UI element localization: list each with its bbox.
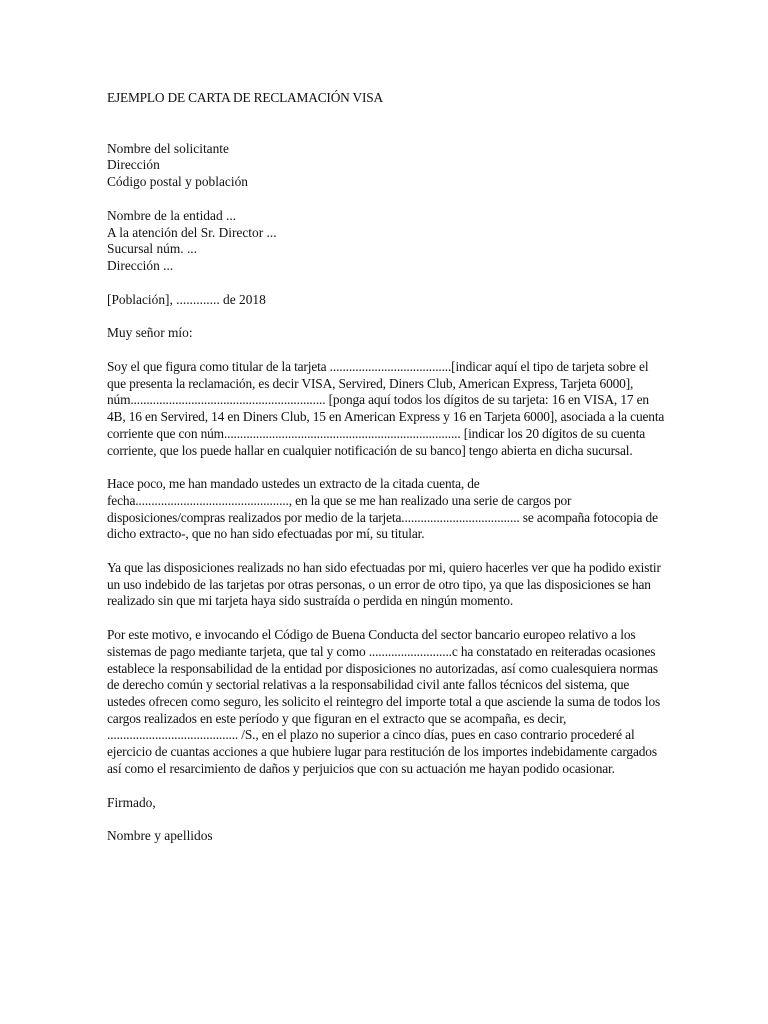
paragraph-3: Ya que las disposiciones realizads no han sido efectuadas por mi, quiero hacerles ver que ha podido existir un uso indebido de las tarjetas por otras personas, o un error de otro tipo, ya que las disposiciones se han realizado sin que mi tarjeta haya sido sustraída o perdida en ningún momento. bbox=[107, 560, 661, 609]
paragraph-1: Soy el que figura como titular de la tarjeta ......................................[indicar aquí el tipo de tarjeta sobre el que presenta la reclamación, es decir VISA, Servired, Diners Club, American Express, Tarjeta 6000], núm............................................................. [ponga aquí todos los dígitos de su tarjeta: 16 en VISA, 17 en 4B, 16 en Servired, 14 en Diners Club, 15 en American Express y 16 en Tarjeta 6000], asociada a la cuenta corriente que con núm.......................................................................... [indicar los 20 dígitos de su cuenta corriente, que los puede hallar en cualquier notificación de su banco] tengo abierta en dicha sucursal. bbox=[107, 359, 665, 458]
letter-title: EJEMPLO DE CARTA DE RECLAMACIÓN VISA bbox=[107, 90, 383, 105]
sender-postal: Código postal y población bbox=[107, 174, 248, 190]
sender-block bbox=[107, 141, 667, 191]
recipient-branch: Sucursal núm. ... bbox=[107, 241, 198, 257]
letter-page bbox=[107, 90, 667, 862]
greeting: Muy señor mío: bbox=[107, 325, 193, 341]
signature: Nombre y apellidos bbox=[107, 828, 213, 844]
recipient-block bbox=[107, 208, 667, 275]
sender-address: Dirección bbox=[107, 157, 160, 173]
recipient-entity: Nombre de la entidad ... bbox=[107, 207, 237, 223]
sender-name: Nombre del solicitante bbox=[107, 140, 229, 156]
closing: Firmado, bbox=[107, 794, 156, 810]
paragraph-2: Hace poco, me han mandado ustedes un extracto de la citada cuenta, de fecha................................................, en la que se me han realizado una serie de cargos por disposiciones/compras realizados por medio de la tarjeta..................................... se acompaña fotocopia de dicho extracto-, que no han sido efectuadas por mí, su titular. bbox=[107, 476, 658, 542]
recipient-address: Dirección ... bbox=[107, 257, 174, 273]
recipient-attention: A la atención del Sr. Director ... bbox=[107, 224, 277, 240]
date-line: [Población], ............. de 2018 bbox=[107, 291, 266, 307]
paragraph-4: Por este motivo, e invocando el Código de Buena Conducta del sector bancario europeo relativo a los sistemas de pago mediante tarjeta, que tal y como ..........................c ha constatado en reiteradas ocasiones establece la responsabilidad de la entidad por disposiciones no autorizadas, así como cualesquiera normas de derecho común y sectorial relativas a la responsabilidad civil ante fallos técnicos del sistema, que ustedes ofrecen como seguro, les solicito el reintegro del importe total a que asciende la suma de todos los cargos realizados en este período y que figuran en el extracto que se acompaña, es decir, ......................................... /S., en el plazo no superior a cinco días, pues en caso contrario procederé al ejercicio de cuantas acciones a que hubiere lugar para restitución de los importes indebidamente cargados así como el resarcimiento de daños y perjuicios que con su actuación me hayan podido ocasionar. bbox=[107, 627, 661, 776]
